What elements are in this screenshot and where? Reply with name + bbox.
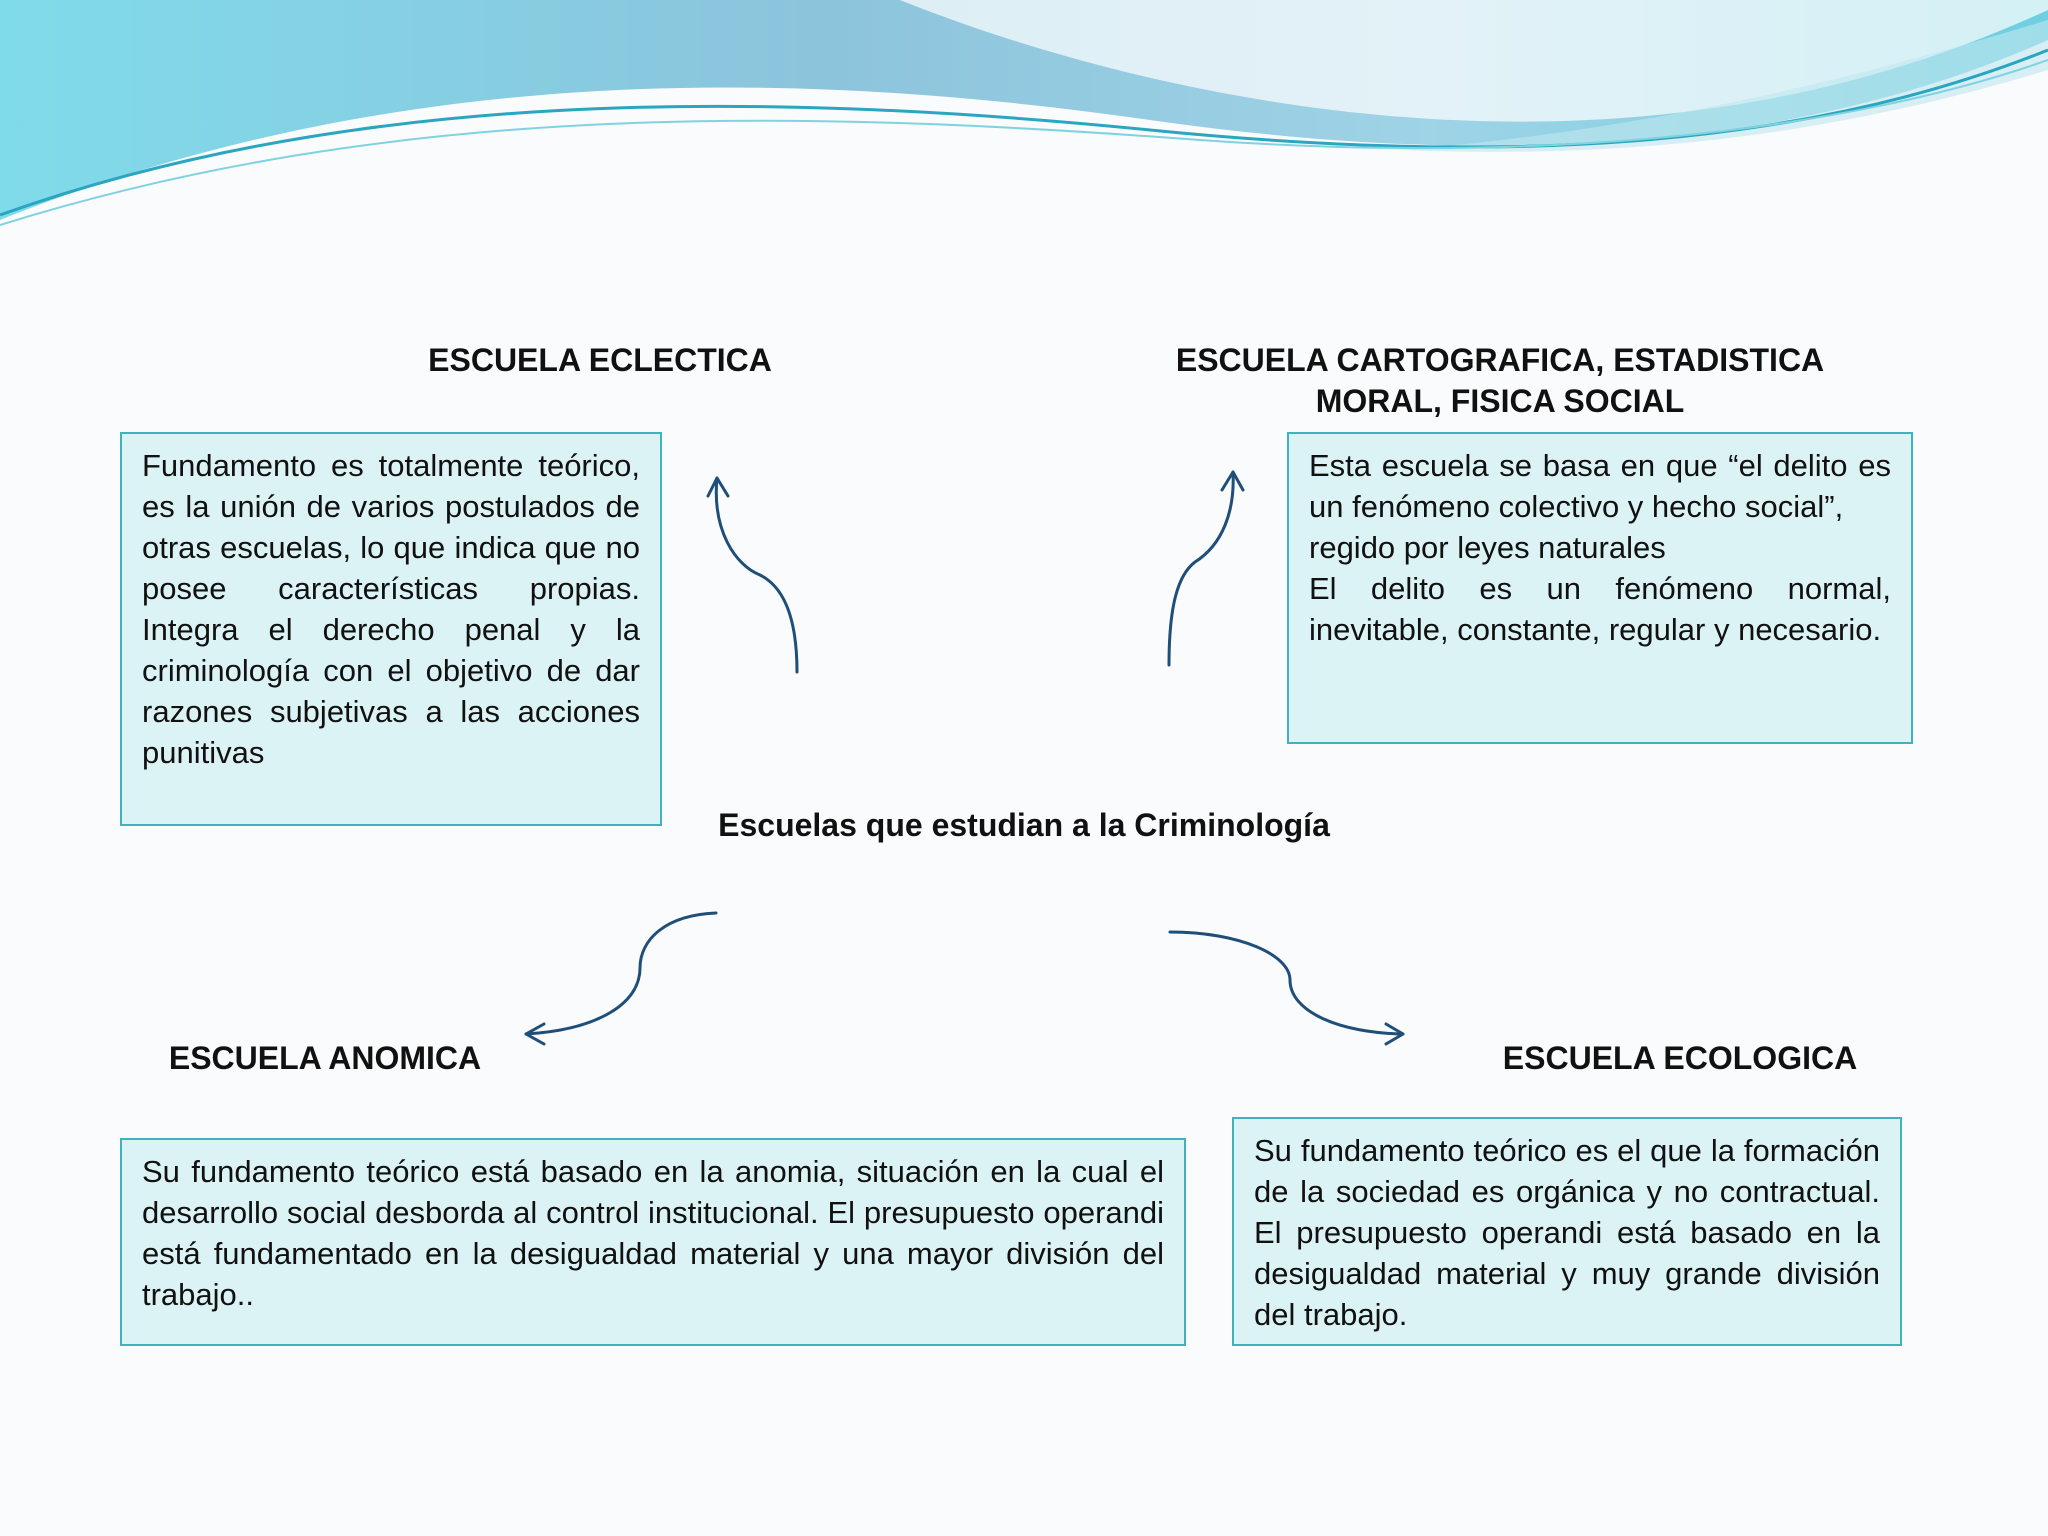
cartografica-heading-line1: ESCUELA CARTOGRAFICA, ESTADISTICA — [1175, 342, 1825, 378]
arrow-to-anomica — [526, 913, 716, 1034]
arrowhead-ecologica — [1386, 1024, 1403, 1044]
ecologica-heading: ESCUELA ECOLOGICA — [1502, 1040, 1858, 1076]
arrow-to-ecologica — [1170, 932, 1403, 1034]
arrowhead-eclectica — [708, 478, 728, 496]
arrowhead-cartografica — [1222, 472, 1243, 490]
center-title: Escuelas que estudian a la Criminología — [718, 807, 1330, 843]
ecologica-box — [1232, 1117, 1902, 1346]
cartografica-box — [1287, 432, 1913, 744]
anomica-description: Su fundamento teórico está basado en la anomia, situación en la cual el desarrollo social desborda al control institucional. El presupuesto operandi está fundamentado en la desigualdad material y una mayor división del trabajo.. — [142, 1154, 1164, 1312]
cartografica-description-2: regido por leyes naturales — [1309, 530, 1666, 565]
eclectica-heading: ESCUELA ECLECTICA — [428, 342, 772, 378]
ecologica-description: Su fundamento teórico es el que la formación de la sociedad es orgánica y no contractual. El presupuesto operandi está basado en la desigualdad material y muy grande división del trabajo. — [1254, 1133, 1880, 1332]
cartografica-heading-line2: MORAL, FISICA SOCIAL — [1315, 383, 1685, 419]
cartografica-heading — [1100, 340, 1900, 422]
arrowhead-anomica — [526, 1024, 544, 1044]
anomica-box — [120, 1138, 1186, 1346]
header-wave-decoration — [0, 0, 2048, 260]
eclectica-box — [120, 432, 662, 826]
cartografica-description-1: Esta escuela se basa en que “el delito es un fenómeno colectivo y hecho social”, — [1309, 448, 1891, 524]
eclectica-description: Fundamento es totalmente teórico, es la unión de varios postulados de otras escuelas, lo que indica que no posee características propias. Integra el derecho penal y la criminología con el objetivo de dar razones subjetivas a las acciones punitivas — [142, 448, 640, 770]
cartografica-description-3: El delito es un fenómeno normal, inevitable, constante, regular y necesario. — [1309, 571, 1891, 647]
arrow-to-cartografica — [1169, 472, 1233, 665]
arrow-to-eclectica — [716, 478, 797, 672]
anomica-heading: ESCUELA ANOMICA — [168, 1040, 482, 1076]
